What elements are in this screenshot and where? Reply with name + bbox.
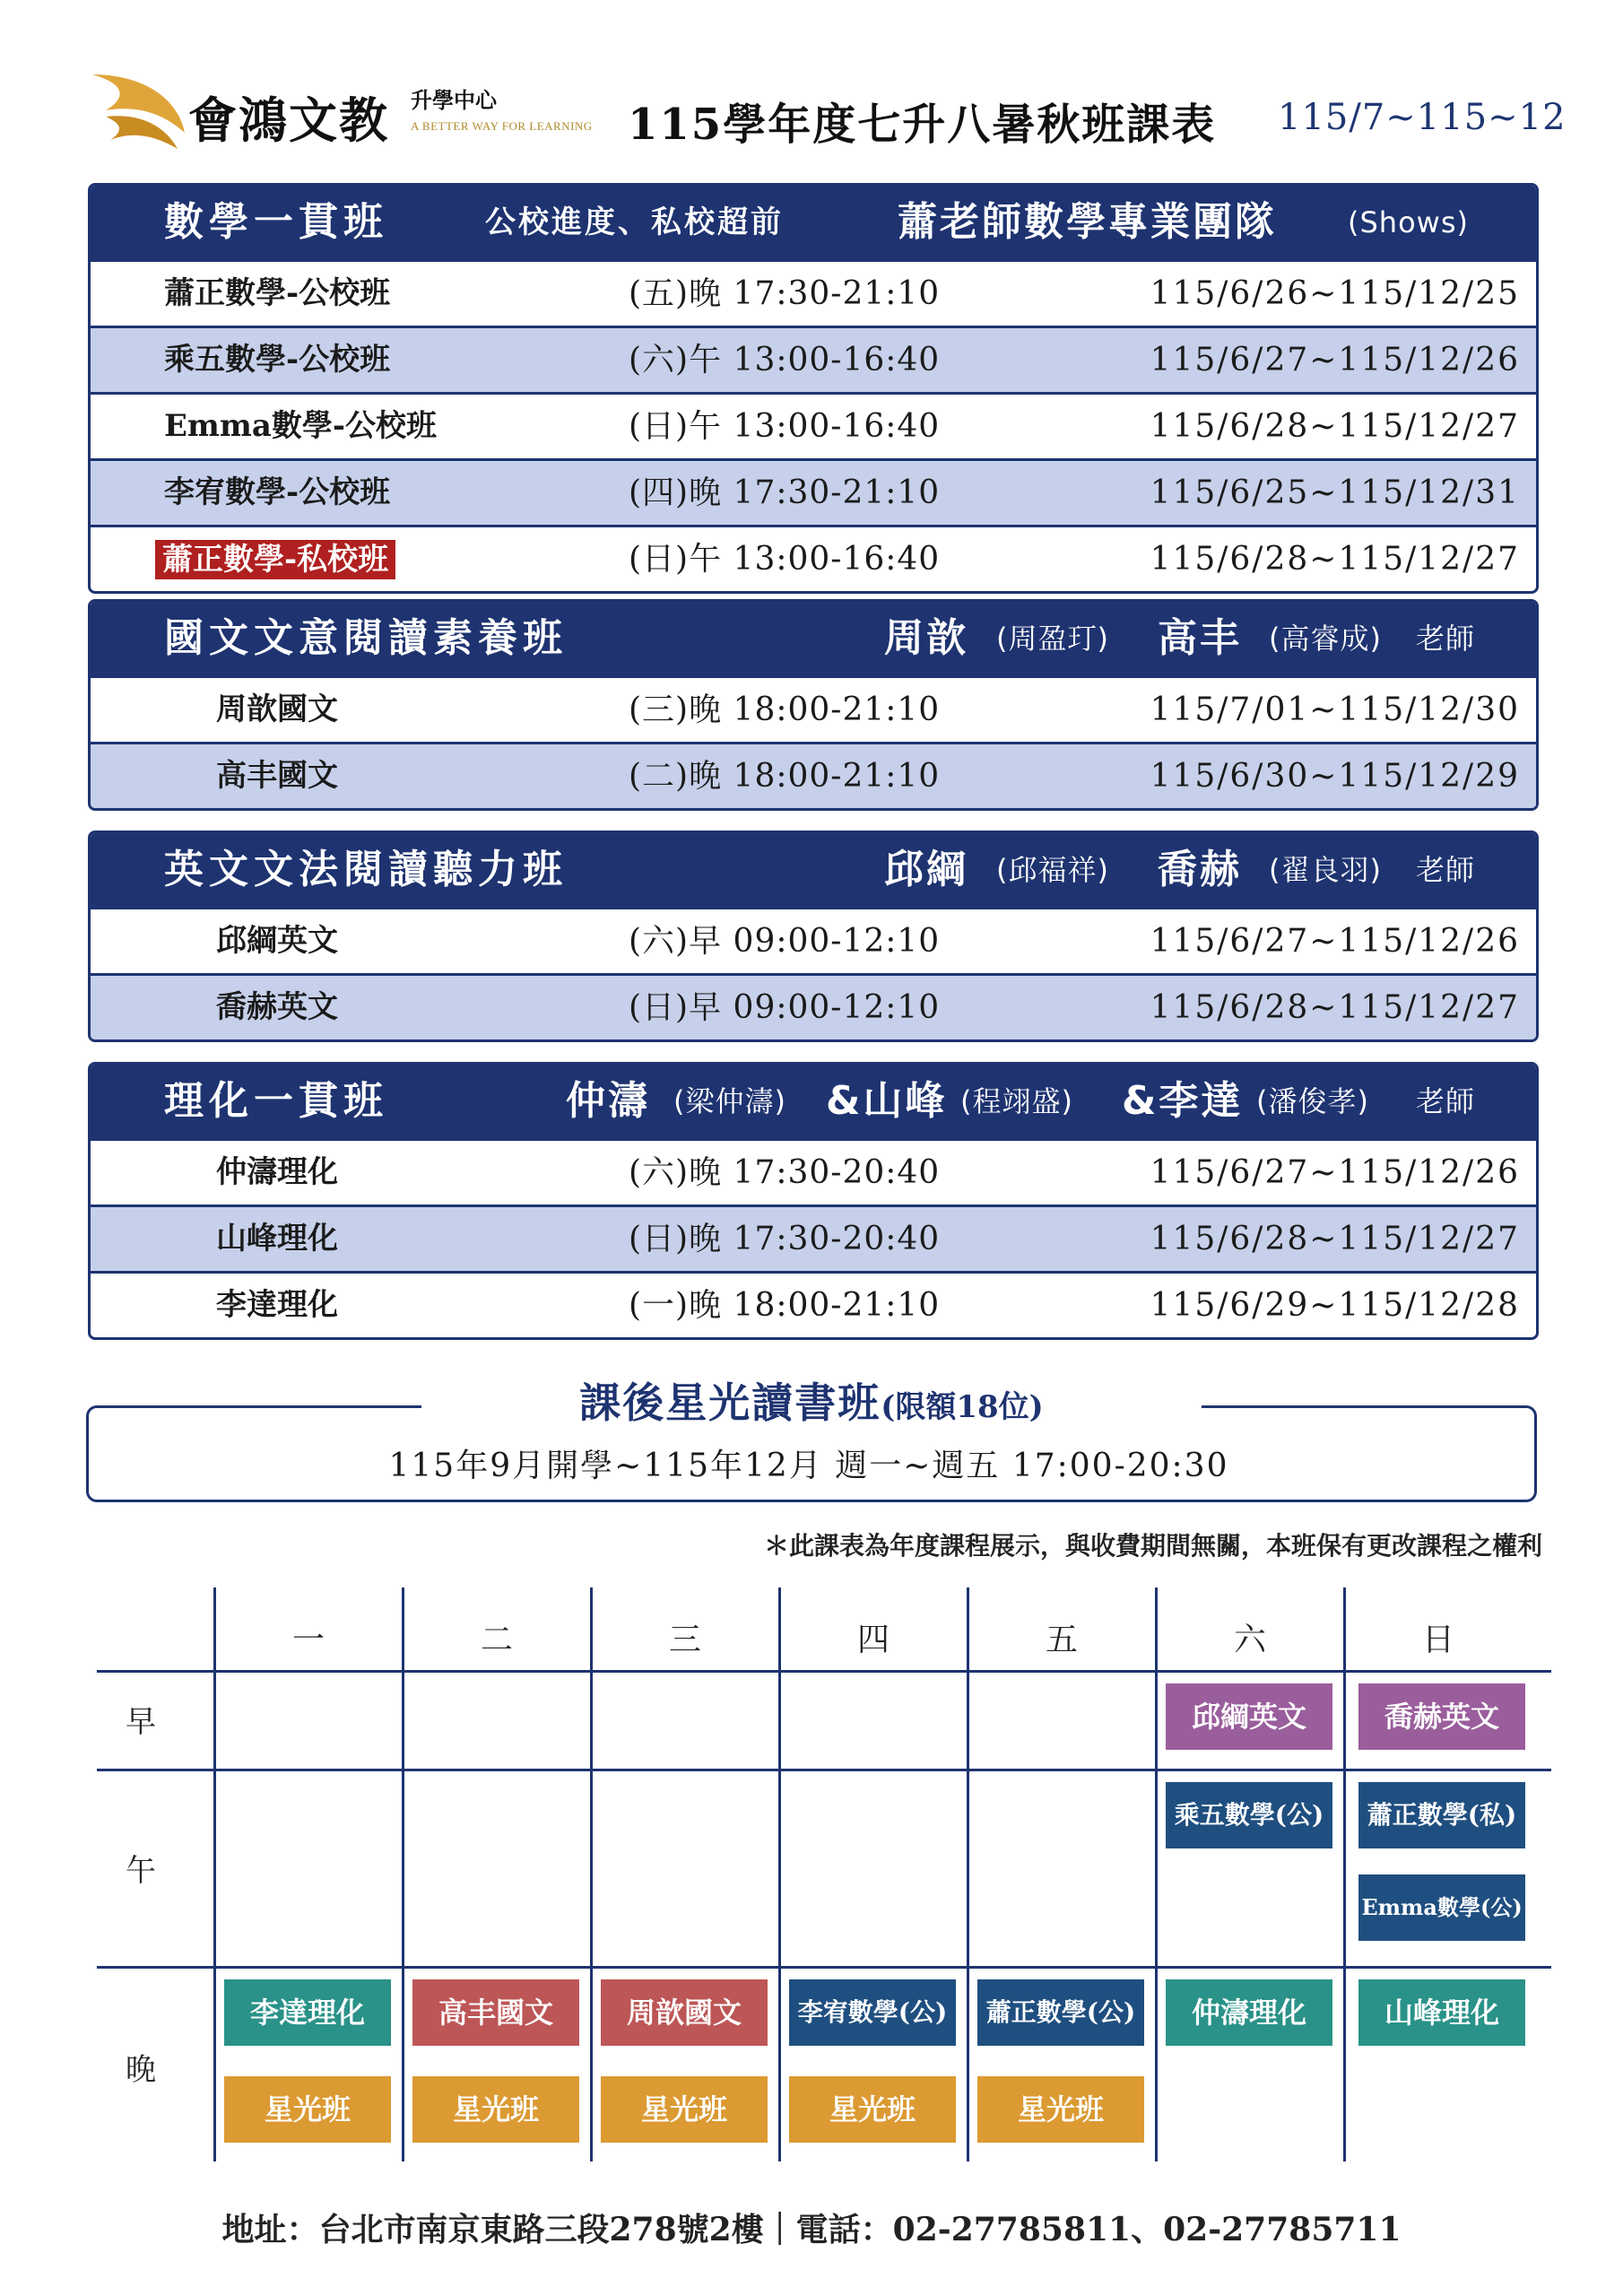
- schedule-cell-thu-eve: 李宥數學(公): [789, 1979, 956, 2046]
- schedule-cell-star-thu: 星光班: [789, 2076, 956, 2143]
- section-title: 理化一貫班: [164, 1078, 388, 1124]
- teacher-2-real-name: (程翊盛): [960, 1084, 1073, 1118]
- table-row: [91, 675, 1536, 742]
- slot-morning-label: 早: [126, 1704, 156, 1740]
- teacher-1: 邱綱: [884, 847, 968, 892]
- class-name-private-badge: 蕭正數學-私校班: [155, 540, 395, 579]
- logo-tagline: A BETTER WAY FOR LEARNING: [411, 119, 593, 133]
- schedule-cell-star-fri: 星光班: [977, 2076, 1144, 2143]
- star-class-name: 課後星光讀書班: [579, 1378, 881, 1427]
- day-header-tue: 二: [480, 1622, 513, 1658]
- class-time: (日)早 09:00-12:10: [629, 989, 941, 1026]
- class-dates: 115/6/26~115/12/25: [1150, 275, 1520, 312]
- section-header: [91, 833, 1536, 907]
- teacher-1: 仲濤: [566, 1078, 650, 1124]
- teacher-2-real-name: (翟良羽): [1269, 853, 1382, 887]
- table-row: [91, 1271, 1536, 1337]
- class-time: (日)晚 17:30-20:40: [629, 1221, 941, 1257]
- class-name: 李宥數學-公校班: [164, 474, 391, 510]
- day-header-sun: 日: [1421, 1622, 1454, 1658]
- schedule-cell-sat-eve: 仲濤理化: [1166, 1979, 1332, 2046]
- section-title: 英文文法閱讀聽力班: [164, 847, 568, 892]
- teacher-1-real-name: (梁仲濤): [673, 1084, 786, 1118]
- class-dates: 115/6/28~115/12/27: [1150, 1221, 1520, 1257]
- class-name: 周歆國文: [216, 691, 338, 727]
- class-time: (二)晚 18:00-21:10: [629, 758, 941, 795]
- section-header: [91, 602, 1536, 675]
- schedule-cell-sat-morning: 邱綱英文: [1166, 1683, 1332, 1750]
- class-dates: 115/6/30~115/12/29: [1150, 758, 1520, 795]
- class-time: (一)晚 18:00-21:10: [629, 1287, 941, 1324]
- teacher-2-real-name: (高睿成): [1269, 622, 1382, 656]
- logo-mark-icon: [88, 70, 187, 151]
- teacher-2: 高丰: [1158, 615, 1242, 661]
- logo-subtitle: 升學中心: [411, 87, 497, 113]
- grid-line: [213, 1587, 216, 2161]
- grid-line: [778, 1587, 781, 2161]
- table-row: [91, 525, 1536, 591]
- section-header: [91, 186, 1536, 259]
- day-header-mon: 一: [291, 1622, 325, 1658]
- class-name: 乘五數學-公校班: [164, 342, 391, 378]
- table-row: [91, 392, 1536, 458]
- table-row: [91, 458, 1536, 525]
- schedule-cell-star-wed: 星光班: [601, 2076, 768, 2143]
- section-subtitle: 公校進度、私校超前: [485, 204, 784, 240]
- day-header-thu: 四: [856, 1622, 890, 1658]
- schedule-cell-mon-eve: 李達理化: [224, 1979, 391, 2046]
- class-dates: 115/6/27~115/12/26: [1150, 1154, 1520, 1191]
- footer-contact: 地址：台北市南京東路三段278號2樓｜電話：02-27785811、02-27785711: [221, 2211, 1402, 2248]
- section-chinese: [88, 599, 1539, 811]
- table-row: [91, 326, 1536, 392]
- grid-line: [97, 1769, 1551, 1771]
- section-english: [88, 831, 1539, 1042]
- class-name: Emma數學-公校班: [164, 408, 438, 444]
- schedule-cell-wed-eve: 周歆國文: [601, 1979, 768, 2046]
- class-dates: 115/6/27~115/12/26: [1150, 342, 1520, 378]
- class-name: 蕭正數學-公校班: [164, 275, 391, 311]
- class-time: (日)午 13:00-16:40: [629, 541, 941, 578]
- grid-line: [590, 1587, 593, 2161]
- table-row: [91, 742, 1536, 808]
- teacher-1: 周歆: [884, 615, 968, 661]
- grid-line: [1155, 1587, 1158, 2161]
- grid-line: [97, 1966, 1551, 1969]
- page-period: 115/7~115~12: [1278, 97, 1567, 138]
- schedule-cell-star-tue: 星光班: [412, 2076, 579, 2143]
- teacher-1-real-name: (邱福祥): [996, 853, 1109, 887]
- teacher-2: 喬赫: [1158, 847, 1242, 892]
- grid-line: [97, 1670, 1551, 1673]
- class-time: (六)晚 17:30-20:40: [629, 1154, 941, 1191]
- class-time: (六)早 09:00-12:10: [629, 923, 941, 960]
- schedule-cell-star-mon: 星光班: [224, 2076, 391, 2143]
- schedule-cell-tue-eve: 高丰國文: [412, 1979, 579, 2046]
- class-time: (三)晚 18:00-21:10: [629, 691, 941, 728]
- slot-evening-label: 晚: [126, 2052, 156, 2088]
- class-dates: 115/6/28~115/12/27: [1150, 408, 1520, 445]
- teacher-2: &山峰: [826, 1078, 948, 1124]
- section-title: 數學一貫班: [164, 199, 388, 245]
- class-dates: 115/6/25~115/12/31: [1150, 474, 1520, 511]
- section-team: 蕭老師數學專業團隊: [898, 199, 1277, 245]
- schedule-cell-sun-morning: 喬赫英文: [1358, 1683, 1525, 1750]
- class-name: 山峰理化: [216, 1221, 338, 1257]
- logo-text: 會鴻文教: [188, 91, 389, 149]
- schedule-cell-sun-noon-1: 蕭正數學(私): [1358, 1782, 1525, 1848]
- table-row: [91, 973, 1536, 1039]
- star-class-desc: 115年9月開學~115年12月 週一~週五 17:00-20:30: [388, 1448, 1229, 1484]
- schedule-cell-sun-noon-2: Emma數學(公): [1358, 1874, 1525, 1941]
- class-time: (六)午 13:00-16:40: [629, 342, 941, 378]
- schedule-cell-sat-noon: 乘五數學(公): [1166, 1782, 1332, 1848]
- teacher-1-real-name: (周盈玎): [996, 622, 1109, 656]
- table-row: [91, 1205, 1536, 1271]
- teacher-suffix: 老師: [1416, 853, 1476, 887]
- class-name: 高丰國文: [216, 758, 338, 794]
- teacher-suffix: 老師: [1416, 622, 1476, 656]
- class-name: 邱綱英文: [216, 923, 338, 959]
- section-header: [91, 1065, 1536, 1138]
- class-name: 喬赫英文: [216, 989, 338, 1025]
- grid-line: [967, 1587, 969, 2161]
- section-math: [88, 183, 1539, 594]
- disclaimer-note: ＊此課表為年度課程展示，與收費期間無關，本班保有更改課程之權利: [763, 1531, 1542, 1561]
- table-row: [91, 907, 1536, 973]
- teacher-suffix: 老師: [1416, 1084, 1476, 1118]
- class-dates: 115/6/29~115/12/28: [1150, 1287, 1520, 1324]
- schedule-cell-sun-eve: 山峰理化: [1358, 1979, 1525, 2046]
- class-dates: 115/6/27~115/12/26: [1150, 923, 1520, 960]
- section-title: 國文文意閱讀素養班: [164, 615, 568, 661]
- day-header-sat: 六: [1233, 1622, 1266, 1658]
- grid-line: [1343, 1587, 1346, 2161]
- schedule-cell-fri-eve: 蕭正數學(公): [977, 1979, 1144, 2046]
- class-name: 仲濤理化: [216, 1154, 338, 1190]
- section-team-suffix: (Shows): [1348, 205, 1469, 239]
- page-title: 115學年度七升八暑秋班課表: [628, 100, 1217, 150]
- class-time: (四)晚 17:30-21:10: [629, 474, 941, 511]
- day-header-fri: 五: [1045, 1622, 1078, 1658]
- slot-noon-label: 午: [126, 1853, 156, 1889]
- class-name: 李達理化: [216, 1287, 338, 1323]
- grid-line: [402, 1587, 404, 2161]
- table-row: [91, 1138, 1536, 1205]
- class-dates: 115/6/28~115/12/27: [1150, 989, 1520, 1026]
- table-row: [91, 259, 1536, 326]
- class-dates: 115/7/01~115/12/30: [1150, 691, 1520, 728]
- star-class-limit: (限額18位): [881, 1389, 1044, 1425]
- class-time: (日)午 13:00-16:40: [629, 408, 941, 445]
- class-time: (五)晚 17:30-21:10: [629, 275, 941, 312]
- star-class-title: [0, 1370, 1623, 1430]
- section-science: [88, 1062, 1539, 1340]
- teacher-3: &李達: [1122, 1078, 1244, 1124]
- day-header-wed: 三: [668, 1622, 701, 1658]
- teacher-3-real-name: (潘俊孝): [1256, 1084, 1369, 1118]
- class-dates: 115/6/28~115/12/27: [1150, 541, 1520, 578]
